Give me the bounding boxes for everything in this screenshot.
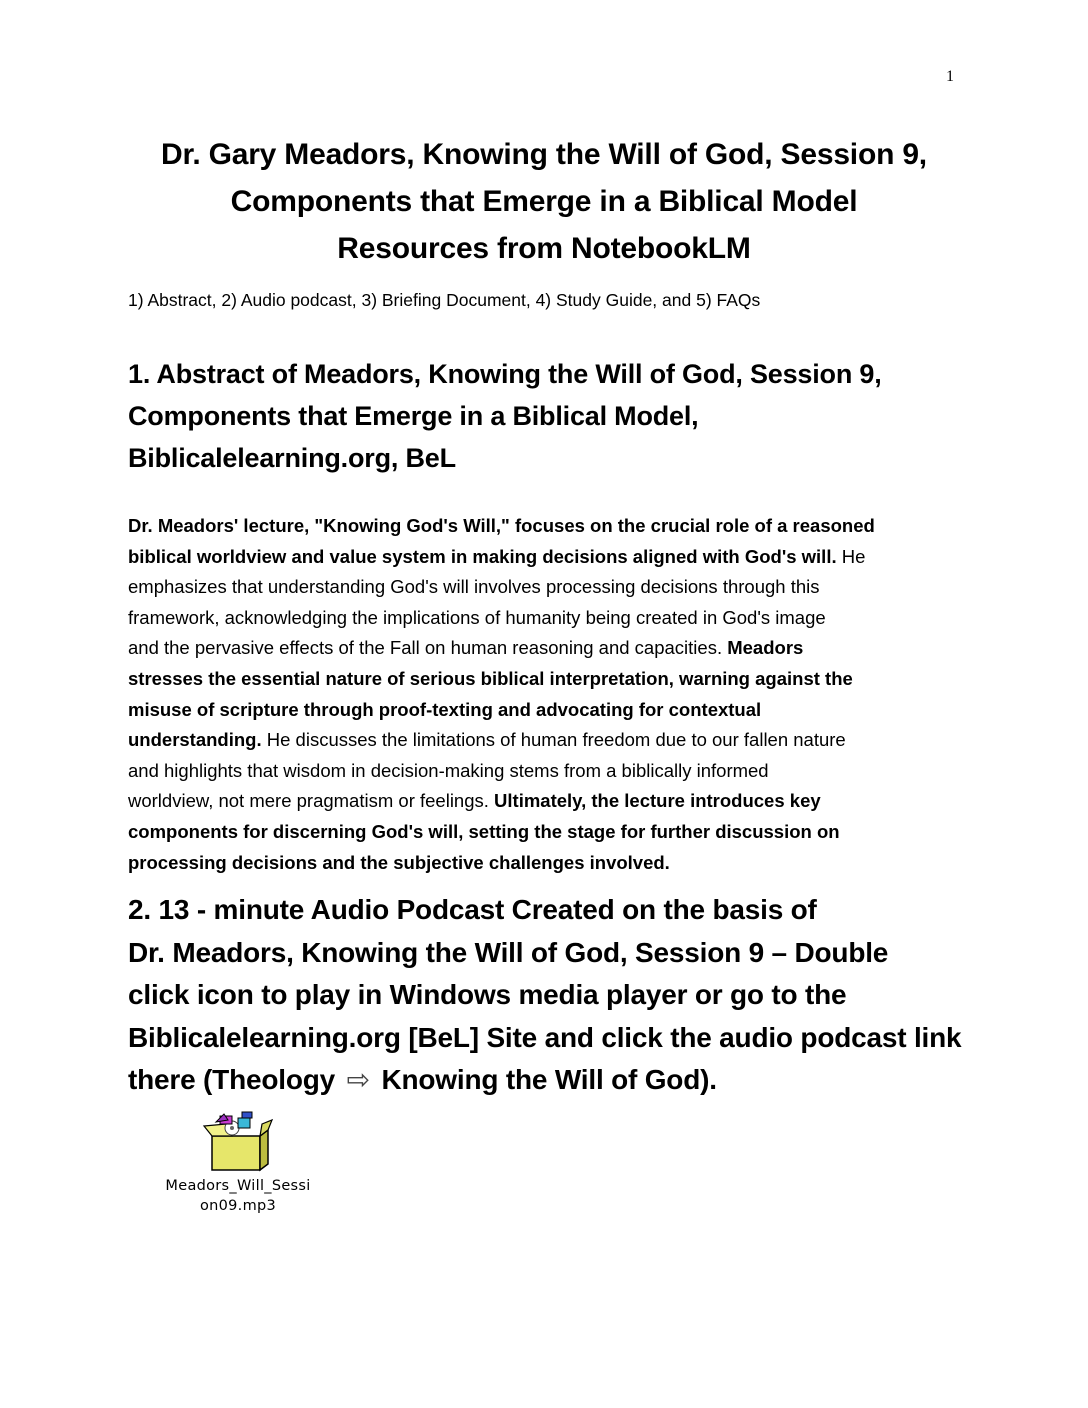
title-line-2: Components that Emerge in a Biblical Model [230, 185, 858, 218]
podcast-heading-line-1: 2. 13 - minute Audio Podcast Created on the basis of [128, 894, 817, 925]
podcast-heading-line-5 [128, 1059, 961, 1102]
podcast-heading-line-5b: Knowing the Will of God). [381, 1064, 717, 1095]
abstract-line-2: He [836, 545, 866, 567]
podcast-heading [128, 889, 961, 1102]
abstract-line-11: components for discerning God's will, setting the stage for further discussion on [128, 820, 840, 842]
page-number: 1 [946, 68, 954, 85]
abstract-paragraph [128, 511, 960, 878]
podcast-heading-line-5a: there (Theology [128, 1064, 336, 1095]
abstract-heading-line-3: Biblicalelearning.org, BeL [128, 443, 456, 473]
title-line-1: Dr. Gary Meadors, Knowing the Will of God, Session 9, [161, 138, 927, 171]
title-line-3: Resources from NotebookLM [337, 232, 751, 265]
abstract-line-6: stresses the essential nature of serious biblical interpretation, warning against the [128, 667, 853, 689]
abstract-line-9: and highlights that wisdom in decision-making stems from a biblically informed [128, 759, 769, 781]
right-arrow-icon: ⇨ [346, 1064, 370, 1095]
abstract-line-2-bold: biblical worldview and value system in making decisions aligned with God's will. [128, 545, 837, 567]
abstract-line-10-bold: Ultimately, the lecture introduces key [494, 790, 821, 812]
abstract-line-4: framework, acknowledging the implications of humanity being created in God's image [128, 606, 826, 628]
abstract-heading [128, 353, 882, 479]
abstract-line-1: Dr. Meadors' lecture, "Knowing God's Will," focuses on the crucial role of a reasoned [128, 515, 875, 536]
abstract-line-8-bold: understanding. [128, 729, 262, 751]
abstract-line-3: emphasizes that understanding God's will involves processing decisions through this [128, 576, 820, 598]
abstract-line-12: processing decisions and the subjective challenges involved. [128, 851, 670, 873]
audio-file-attachment[interactable] [128, 1110, 348, 1216]
abstract-line-7: misuse of scripture through proof-texting and advocating for contextual [128, 698, 762, 720]
resources-list: 1) Abstract, 2) Audio podcast, 3) Briefing Document, 4) Study Guide, and 5) FAQs [128, 290, 761, 310]
abstract-line-5: and the pervasive effects of the Fall on human reasoning and capacities. [128, 637, 728, 659]
podcast-heading-line-2: Dr. Meadors, Knowing the Will of God, Session 9 – Double [128, 936, 889, 968]
abstract-heading-line-1: 1. Abstract of Meadors, Knowing the Will of God, Session 9, [128, 359, 882, 389]
abstract-line-8: He discusses the limitations of human freedom due to our fallen nature [261, 729, 846, 751]
podcast-heading-line-4: Biblicalelearning.org [BeL] Site and click the audio podcast link [128, 1021, 962, 1053]
podcast-heading-line-3: click icon to play in Windows media player or go to the [128, 979, 847, 1010]
abstract-line-10: worldview, not mere pragmatism or feelings. [128, 790, 495, 812]
file-name-line-1: Meadors_Will_Sessi [165, 1178, 311, 1194]
file-name-line-2: on09.mp3 [199, 1198, 277, 1214]
abstract-line-5-bold: Meadors [727, 637, 804, 659]
package-icon[interactable] [202, 1110, 274, 1174]
abstract-heading-line-2: Components that Emerge in a Biblical Model, [128, 401, 699, 431]
file-name-label[interactable] [128, 1176, 348, 1216]
document-title [128, 131, 960, 272]
